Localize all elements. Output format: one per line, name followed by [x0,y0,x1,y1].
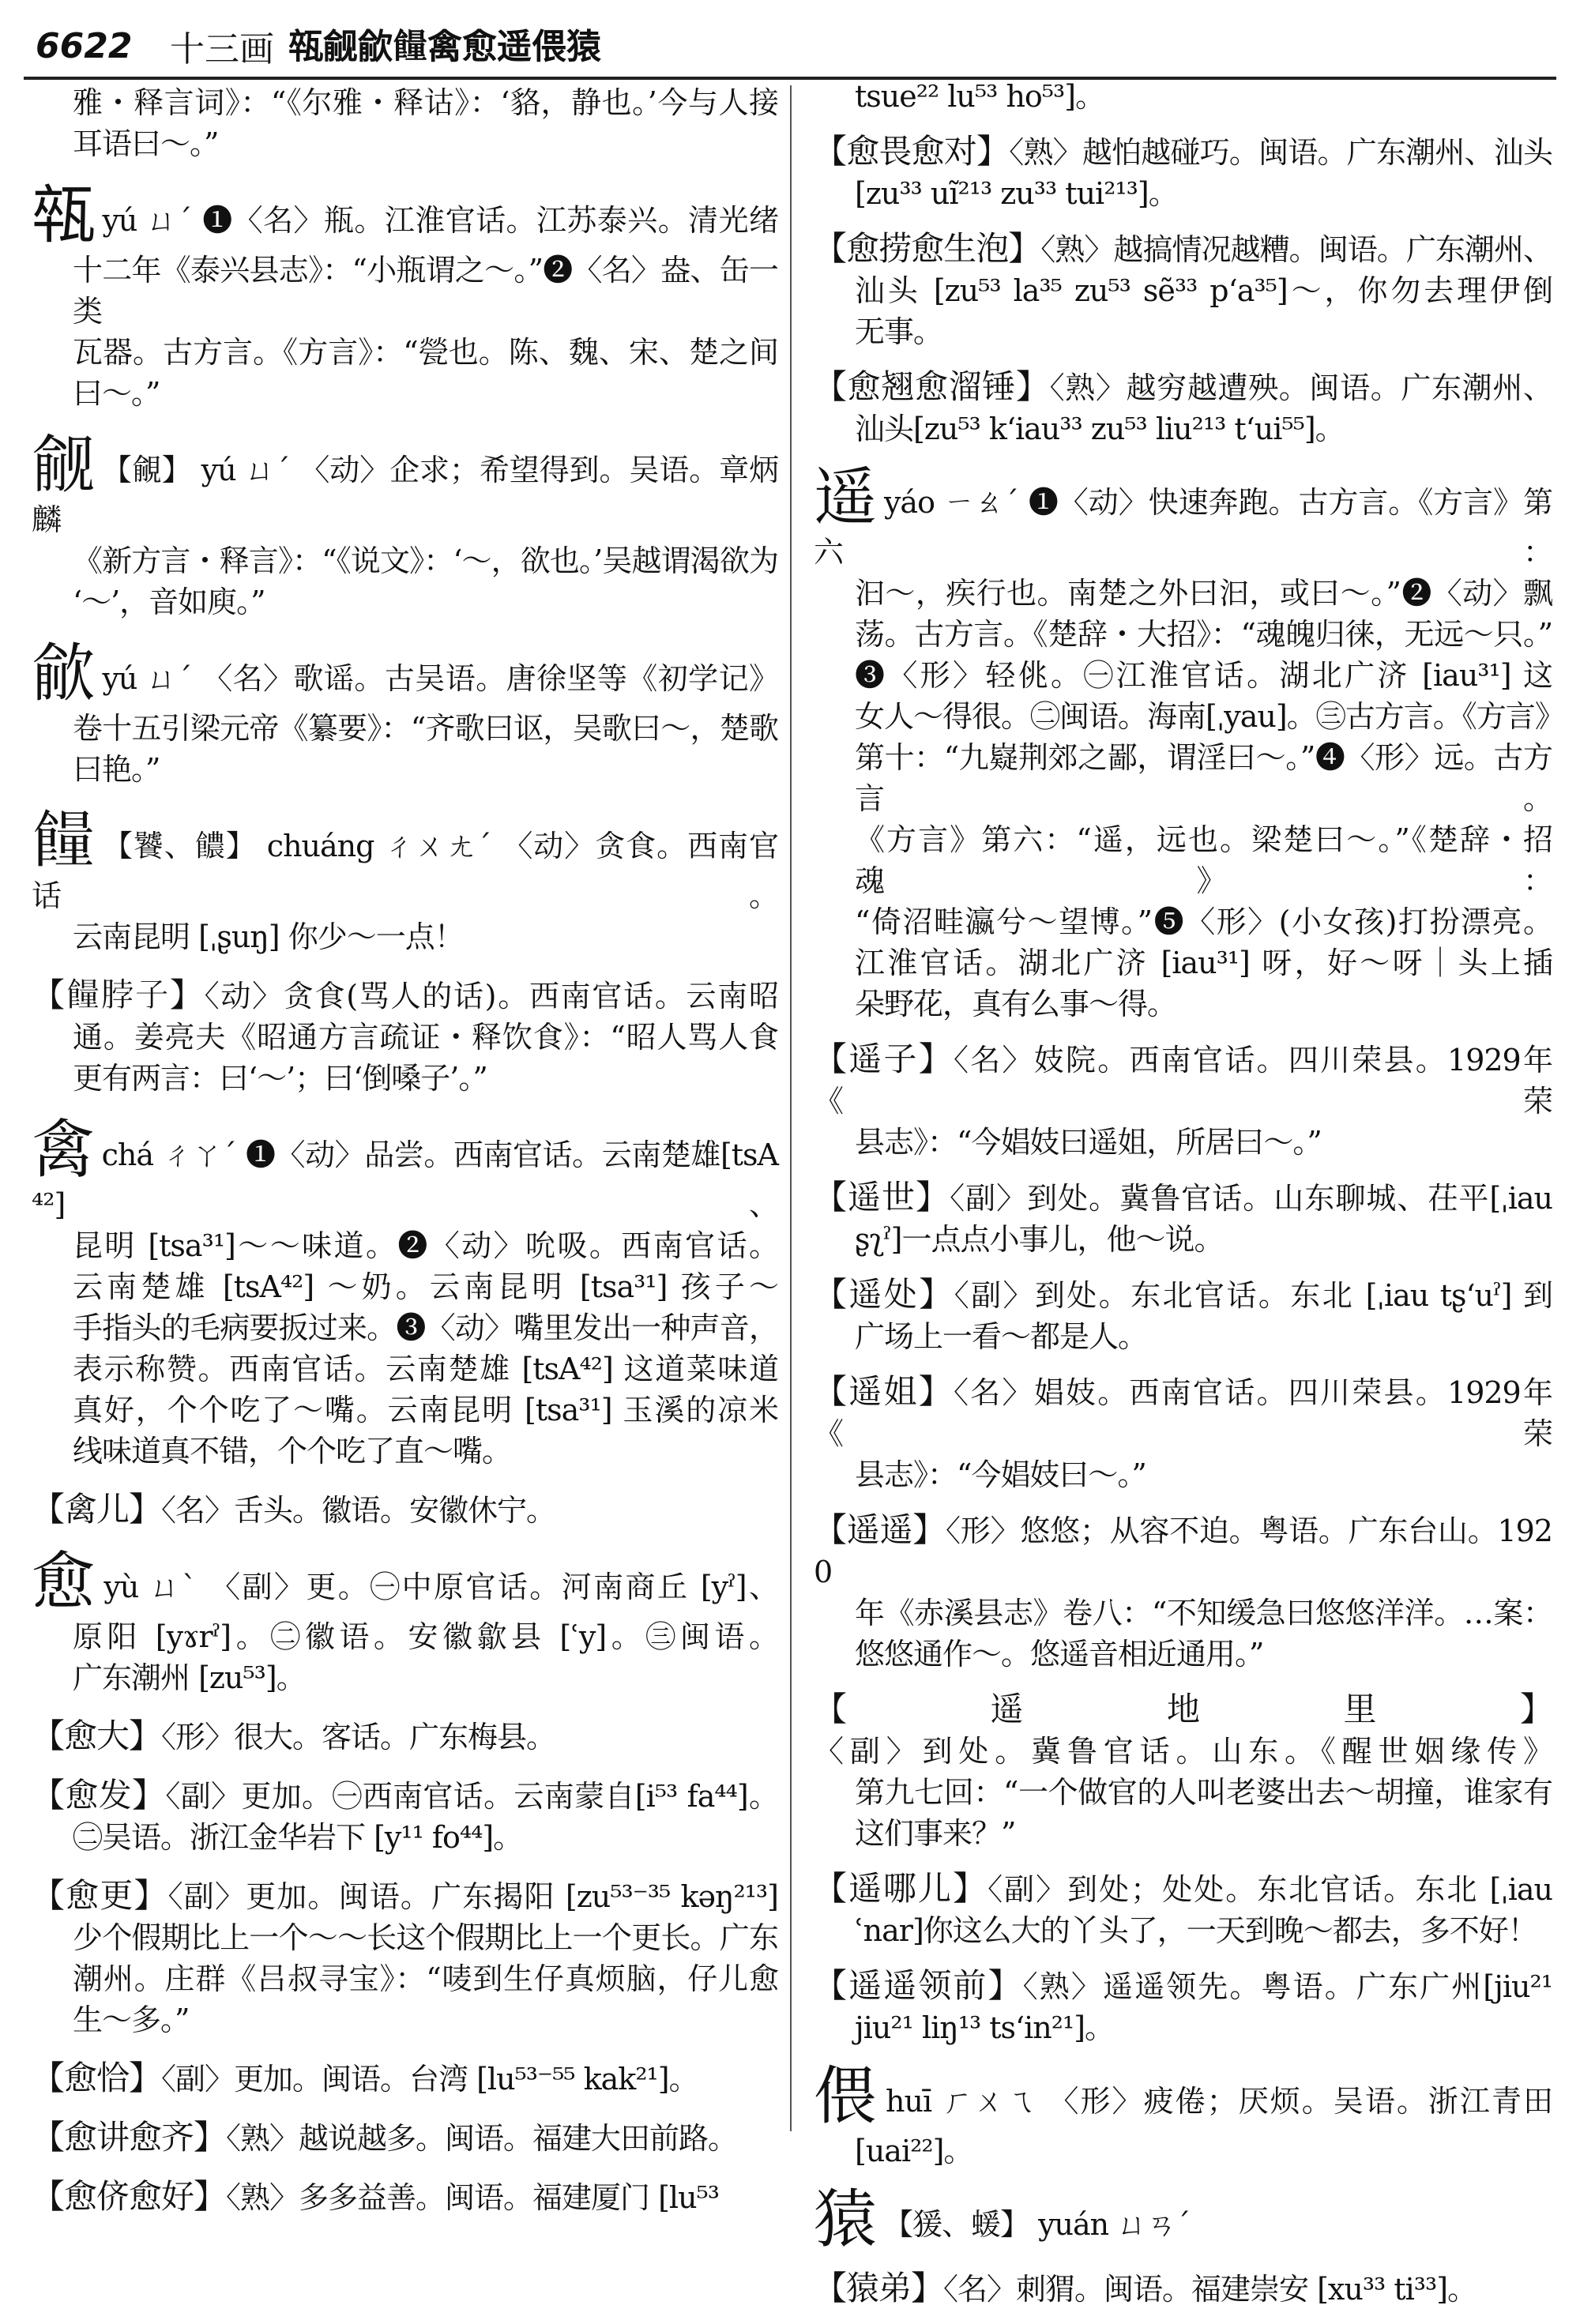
entry-line [814,983,1552,1025]
compound-entry [814,1177,1552,1260]
definition-text: 表示称赞。西南官话。云南楚雄 [tsA⁴²] 这道菜味道 [73,1352,778,1386]
compound-term: 【愈捞愈生泡】 [814,229,1041,268]
continued-entry [814,76,1552,117]
definition-text: 【饕、𩟊】 chuáng ㄔㄨㄤˊ 〈动〉贪食。西南官话。 [32,829,778,913]
entry-line [814,1454,1552,1495]
headword: 偎 [814,2059,880,2133]
definition-text: yáo ㄧㄠˊ ❶〈动〉快速奔跑。古方言。《方言》第六： [814,485,1552,570]
entry-line [814,2268,1552,2310]
compound-entry [814,131,1552,214]
headword: 愈 [32,1545,98,1619]
compound-entry [814,1689,1552,1854]
definition-text: 〈副〉到处。冀鲁官话。山东。《醒世姻缘传》 [814,1734,1552,1769]
compound-term: 【遥地里】 [814,1690,1552,1728]
compound-term: 【遥子】 [814,1040,954,1078]
definition-text: 手指头的毛病要扳过来。❸〈动〉嘴里发出一种声音， [73,1311,778,1345]
definition-text: jiu²¹ liŋ¹³ tsʻin²¹]。 [855,2010,1115,2045]
entry-line [814,2130,1552,2172]
entry-line [32,1266,778,1307]
definition-text: 汩～，疾行也。南楚之外曰汩，或曰～。”❷〈动〉飘 [855,576,1552,611]
definition-text: 县志》：“今娼妓曰～。” [855,1457,1146,1492]
entry-line [814,573,1552,614]
entry-line [814,1122,1552,1163]
compound-term: 【遥哪儿】 [814,1869,988,1908]
definition-text: [uai²²]。 [855,2134,973,2168]
compound-term: 【愈侪愈好】 [32,2177,227,2216]
entry-line [32,179,778,252]
headword: 歈 [32,637,96,710]
compound-term: 【遥世】 [814,1178,950,1217]
running-header [36,22,601,70]
definition-text: 女人～得很。㊁闽语。海南[ˌyau]。㊂古方言。《方言》 [855,699,1564,734]
entry-line [32,1390,778,1431]
headword-entry [32,637,778,790]
entry-line [32,1999,778,2040]
entry-line [814,1371,1552,1454]
entry-line [32,1875,778,1917]
compound-entry [814,1039,1552,1163]
compound-term: 【𩞯脖子】 [32,976,205,1014]
headword: 禽 [32,1113,96,1186]
definition-text: 〈熟〉越穷越遭殃。闽语。广东潮州、 [1049,370,1552,405]
column-divider [790,85,792,2131]
compound-entry [814,1868,1552,1951]
entry-line [814,1039,1552,1122]
entry-line [32,2058,778,2100]
entry-line [814,1965,1552,2007]
compound-entry [814,228,1552,352]
compound-term: 【遥遥】 [814,1510,946,1549]
entry-line [32,123,778,164]
compound-entry [814,2268,1552,2310]
definition-text: 少个假期比上一个～～长这个假期比上一个更长。广东 [73,1920,778,1955]
definition-text: 广东潮州 [zu⁵³]。 [73,1660,306,1695]
entry-line [814,1316,1552,1357]
entry-line [32,332,778,373]
definition-text: 〈名〉刺猬。闽语。福建崇安 [xu³³ ti³³]。 [943,2272,1477,2307]
definition-text: ❸〈形〉轻佻。㊀江淮官话。湖北广济 [iau³¹] 这 [855,658,1552,693]
definition-text: 生～多。” [73,2002,190,2037]
entry-line [814,367,1552,408]
compound-term: 【愈大】 [32,1717,162,1755]
definition-text: ʂʅˀ]一点点小事儿，他～说。 [855,1222,1224,1257]
entry-line [32,1307,778,1348]
entry-line [814,1772,1552,1813]
definition-text: “倚沼畦瀛兮～望博。”❺〈形〉(小女孩)打扮漂亮。 [855,904,1552,939]
entry-line [814,2183,1552,2256]
definition-text: 〈熟〉遥遥领先。粤语。广东广州[jiu²¹ [1022,1969,1552,2004]
definition-text: 汕头[zu⁵³ kʻiau³³ zu⁵³ liu²¹³ tʻui⁵⁵]。 [855,412,1345,446]
entry-line [32,1058,778,1099]
definition-text: 〈名〉舌头。徽语。安徽休宁。 [161,1493,556,1528]
definition-text: ㊁吴语。浙江金华岩下 [y¹¹ fo⁴⁴]。 [73,1820,523,1855]
definition-text: 潮州。庄群《吕叔寻宝》：“唛到生仔真烦脑，仔儿愈 [73,1961,778,1996]
definition-text: 真好，个个吃了～嘴。云南昆明 [tsa³¹] 玉溪的凉米 [73,1393,778,1427]
entry-line [32,1489,778,1531]
compound-entry [32,2176,778,2218]
compound-term: 【遥处】 [814,1275,954,1314]
headword-entry [32,804,778,957]
headword: 觎 [32,428,96,502]
definition-text: 曰～。” [73,376,160,411]
headword-entry [32,428,779,622]
entry-line [32,1775,778,1817]
compound-entry [814,1510,1552,1675]
compound-entry [814,1965,1552,2048]
definition-text: yù ㄩˋ 〈副〉更。㊀中原官话。河南商丘 [yˀ]、 [103,1570,779,1604]
entry-line [814,1910,1552,1951]
compound-term: 【愈更】 [32,1876,168,1915]
headword-entry [32,179,778,414]
entry-line [32,428,779,540]
compound-term: 【猿弟】 [814,2269,944,2307]
definition-text: 〈熟〉多多益善。闽语。福建厦门 [lu⁵³ [226,2180,720,2215]
entry-line [32,2176,778,2218]
definition-text: 《方言》第六：“遥，远也。梁楚曰～。”《楚辞・招魂》： [855,822,1552,898]
definition-text: [zu³³ uĩ²¹³ zu³³ tui²¹³]。 [855,176,1178,211]
definition-text: 耳语曰～。” [73,126,219,161]
compound-term: 【愈翘愈溜锤】 [814,367,1050,406]
compound-term: 【遥姐】 [814,1372,954,1411]
definition-text: 县志》：“今娼妓曰遥姐，所居曰～。” [855,1125,1322,1160]
compound-term: 【愈发】 [32,1776,166,1814]
entry-line [814,614,1552,655]
definition-text: 无事。 [855,314,943,349]
definition-text: 十二年《泰兴县志》：“小瓶谓之～。”❷〈名〉盎、缶一类 [73,253,778,329]
entry-line [814,408,1552,449]
definition-text: 朵野花，真有么事～得。 [855,987,1177,1021]
entry-line [814,696,1564,737]
entry-line [814,1593,1552,1634]
entry-line [32,1545,779,1619]
entry-line [32,1348,778,1390]
definition-text: 〈熟〉越搞情况越糟。闽语。广东潮州、 [1040,232,1552,267]
continued-entry [32,82,778,164]
definition-text: 广场上一看～都是人。 [855,1319,1148,1354]
compound-entry [814,1274,1552,1357]
headword-entry [32,1545,779,1698]
entry-line [32,1958,778,1999]
definition-text: 线味道真不错，个个吃了直～嘴。 [73,1434,512,1468]
definition-text: 【猨、蝯】 yuán ㄩㄢˊ [883,2207,1191,2242]
entry-line [32,82,778,123]
headword: 𤭢 [32,179,96,252]
entry-line [814,2059,1553,2133]
compound-entry [32,1775,778,1858]
compound-entry [814,1371,1552,1495]
entry-line [32,2117,778,2159]
headword-entry [814,2059,1553,2172]
entry-line [32,373,778,414]
entry-line [814,655,1552,696]
entry-line [814,1510,1552,1593]
definition-text: 通。姜亮夫《昭通方言疏证・释饮食》：“昭人骂人食 [73,1020,778,1055]
entry-line [814,311,1552,352]
compound-entry [32,1489,778,1531]
entry-line [32,1225,778,1266]
stroke-section: 十三画 [170,29,274,70]
definition-text: 江淮官话。湖北广济 [iau³¹] 呀，好～呀｜头上插 [855,946,1552,980]
definition-text: 〈副〉更加。㊀西南官话。云南蒙自[i⁵³ fa⁴⁴]。 [165,1779,778,1814]
compound-term: 【愈讲愈齐】 [32,2118,227,2157]
headword: 𩞯 [32,804,96,878]
headword-entry [32,1113,778,1472]
entry-line [814,819,1552,901]
headword: 猿 [814,2183,877,2256]
headword: 遥 [814,461,878,534]
definition-text: yú ㄩˊ ❶〈名〉瓶。江淮官话。江苏泰兴。清光绪 [102,203,778,238]
compound-entry [32,1716,778,1758]
compound-term: 【遥遥领前】 [814,1966,1023,2005]
definition-text: 〈副〉到处；处处。东北官话。东北 [ˌiau [988,1872,1552,1907]
definition-text: 〈形〉悠悠；从容不迫。粤语。广东台山。1920 [814,1514,1552,1589]
definition-text: 〈熟〉越说越多。闽语。福建大田前路。 [226,2121,738,2156]
definition-text: tsue²² lu⁵³ ho⁵³]。 [855,79,1105,114]
entry-line [814,737,1552,819]
definition-text: 年《赤溪县志》卷八：“不知缓急曰悠悠洋洋。…案： [855,1596,1552,1630]
entry-line [814,76,1552,117]
entry-line [32,1431,778,1472]
compound-term: 【禽儿】 [32,1490,162,1529]
definition-text: 〈副〉更加。闽语。台湾 [lu⁵³⁻⁵⁵ kak²¹]。 [161,2062,698,2096]
entry-line [814,173,1552,214]
entry-line [32,250,778,332]
entry-line [814,901,1552,942]
headword-entry [814,461,1564,1025]
entry-line [32,975,778,1017]
entry-line [814,1274,1552,1316]
definition-text: 云南昆明 [ˌʂuŋ] 你少～一点！ [73,919,464,954]
entry-line [32,1817,778,1858]
page-number: 6622 [36,25,133,66]
definition-text: 原阳 [yɤrˀ]。㊁徽语。安徽歙县 [ʿy]。㊂闽语。 [73,1619,778,1654]
entry-line [814,461,1552,573]
definition-text: 荡。古方言。《楚辞・大招》：“魂魄归徕，无远～只。” [855,617,1552,652]
definition-text: 〈形〉很大。客话。广东梅县。 [161,1720,556,1754]
entry-line [814,1177,1552,1219]
entry-line [32,1917,778,1958]
definition-text: 这们事来？” [855,1816,1016,1851]
definition-text: 卷十五引梁元帝《纂要》：“齐歌曰讴，吴歌曰～，楚歌 [73,711,778,746]
entry-line [32,540,778,581]
definition-text: 〈副〉到处。冀鲁官话。山东聊城、茌平[ˌiau [950,1181,1552,1216]
entry-line [814,131,1552,173]
definition-text: 云南楚雄 [tsA⁴²] ～奶。云南昆明 [tsa³¹] 孩子～ [73,1269,778,1304]
entry-line [32,708,778,749]
entry-line [32,1716,778,1758]
entry-line [814,1868,1552,1910]
definition-text: ʿnar]你这么大的丫头了，一天到晚～都去，多不好！ [855,1913,1537,1948]
entry-line [814,270,1552,311]
definition-text: 第十：“九嶷荆郊之鄙，谓淫曰～。”❹〈形〉远。古方言。 [855,740,1552,816]
entry-line [32,1616,778,1657]
definition-text: 第九七回：“一个做官的人叫老婆出去～胡撞，谁家有 [855,1775,1552,1810]
compound-entry [32,1875,778,2040]
left-column [32,82,778,2236]
definition-text: 《新方言・释言》：“《说文》：‘～，欲也。’吴越谓渴欲为 [73,543,778,578]
definition-text: chá ㄔㄚˊ ❶〈动〉品尝。西南官话。云南楚雄[tsA⁴²]、 [32,1138,778,1222]
entry-line [814,2007,1552,2048]
entry-line [814,1219,1552,1260]
headword-entry [814,2183,1552,2256]
right-column [814,76,1564,2324]
compound-entry [814,367,1552,449]
definition-text: 〈熟〉越怕越碰巧。闽语。广东潮州、汕头 [1009,135,1552,170]
entry-line [32,804,778,916]
entry-line [814,1813,1552,1854]
page-characters: 𤭢觎歈𩞯禽愈遥偎猿 [288,27,601,67]
definition-text: 更有两言：曰‘～’；曰‘倒嗓子’。” [73,1061,487,1096]
definition-text: 〈名〉娼妓。西南官话。四川荣县。1929年《荣 [814,1375,1552,1451]
definition-text: 〈副〉到处。东北官话。东北 [ˌiau tʂʻuˀ] 到 [954,1278,1552,1313]
definition-text: 〈副〉更加。闽语。广东揭阳 [zu⁵³⁻³⁵ kəŋ²¹³] [167,1879,778,1914]
definition-text: 雅・释言词》：“《尔雅・释诂》：‘貉，静也。’今与人接 [73,85,778,120]
definition-text: 昆明 [tsa³¹]～～味道。❷〈动〉吮吸。西南官话。 [73,1228,778,1263]
entry-line [814,1634,1552,1675]
compound-entry [32,2058,778,2100]
compound-entry [32,2117,778,2159]
definition-text: huī ㄏㄨㄟ 〈形〉疲倦；厌烦。吴语。浙江青田 [886,2084,1553,2119]
entry-line [32,1657,778,1698]
definition-text: 【覦】 yú ㄩˊ 〈动〉企求；希望得到。吴语。章炳麟 [32,453,779,537]
definition-text: 〈名〉妓院。西南官话。四川荣县。1929年《荣 [814,1043,1552,1119]
entry-line [814,1689,1552,1772]
entry-line [32,916,778,957]
definition-text: 〈动〉贪食(骂人的话)。西南官话。云南昭 [204,979,778,1013]
definition-text: yú ㄩˊ 〈名〉歌谣。古吴语。唐徐坚等《初学记》 [102,661,778,696]
entry-line [32,1017,778,1058]
definition-text: 悠悠通作～。悠遥音相近通用。” [855,1637,1264,1672]
compound-term: 【愈恰】 [32,2059,162,2097]
definition-text: 瓦器。古方言。《方言》：“甇也。陈、魏、宋、楚之间 [73,335,778,370]
definition-text: ‘～’，音如庾。” [73,585,265,619]
definition-text: 汕头 [zu⁵³ la³⁵ zu⁵³ sẽ³³ pʻa³⁵]～，你勿去理伊倒 [855,273,1552,308]
entry-line [32,1113,778,1225]
entry-line [32,749,778,790]
entry-line [32,581,778,622]
entry-line [814,228,1552,270]
entry-line [32,637,778,710]
entry-line [814,942,1552,983]
compound-entry [32,975,778,1099]
definition-text: 曰艳。” [73,752,160,787]
compound-term: 【愈畏愈对】 [814,132,1010,171]
